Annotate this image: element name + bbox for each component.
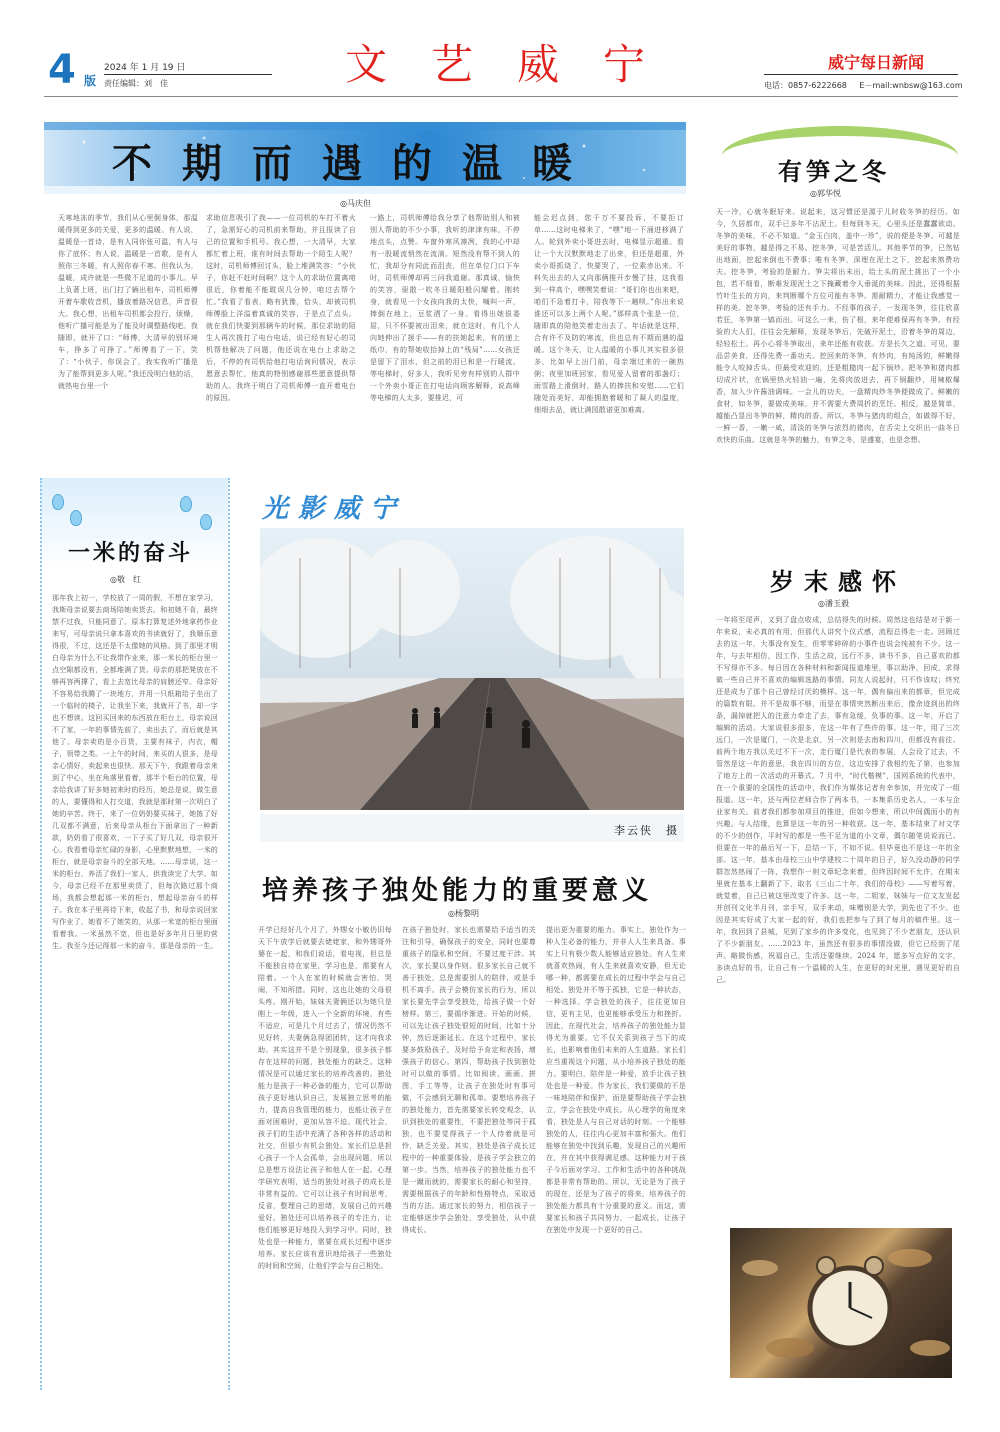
independence-article-col3: 提出更为重要的能力。事实上，独处作为一种人生必备的能力，并非人人生来具备。事实上只有极少数人能够适应独处。有人生来就喜欢热闹，有人生来就喜欢安静，但无论哪一种，都需要在成长的过程中学会与自己相处。独处并不等于孤独，它是一种状态，一种选择。学会独处的孩子，往往更加自信，更有主见，也更能够承受压力和挫折。因此，在现代社会，培养孩子的独处能力显得尤为重要。它不仅关系到孩子当下的成长，也影响着他们未来的人生道路。家长们应当重视这个问题，从小培养孩子独处的能力。要明白，陪伴是一种爱，放手让孩子独处也是一种爱。作为家长，我们要做的不是一味地陪伴和保护，而是要帮助孩子学会独立，学会在独处中成长。从心理学的角度来看，独处是人与自己对话的时刻。一个能够独处的人，往往内心更加丰富和强大。他们能够在独处中找到乐趣，发现自己的兴趣所在，并在其中获得满足感。这种能力对于孩子今后面对学习、工作和生活中的各种挑战都是非常有帮助的。所以，无论是为了孩子的现在，还是为了孩子的将来，培养孩子的独处能力都具有十分重要的意义。而这，需要家长和孩子共同努力，一起成长，让孩子在独处中发现一个更好的自己。 xyxy=(546,926,686,1234)
independence-article-col2: 在孩子独处时，家长也需要给予适当的关注和引导，确保孩子的安全，同时也要尊重孩子的隐私和空间，不要过度干涉。其次，家长要以身作则。很多家长自己就不善于独处，总是需要别人的陪伴，或是手机不离手。孩子会模仿家长的行为，所以家长要先学会享受独处，给孩子做一个好榜样。第三，要循序渐进。开始的时候，可以先让孩子独处很短的时间，比如十分钟，然后逐渐延长。在这个过程中，家长要多鼓励孩子，及时给予肯定和表扬，增强孩子的信心。第四，帮助孩子找到独处时可以做的事情。比如阅读，画画，拼图，手工等等，让孩子在独处时有事可做，不会感到无聊和孤单。要想培养孩子的独处能力，首先需要家长转变观念，认识到独处的重要性，不要把独处等同于孤独，也不要觉得孩子一个人待着就是可怜，缺乏关爱。其实，独处是孩子成长过程中的一种重要体验，是孩子学会独立的第一步。当然，培养孩子的独处能力也不是一蹴而就的，需要家长的耐心和坚持，需要根据孩子的年龄和性格特点，采取适当的方法。通过家长的努力，相信孩子一定能够逐步学会独处，享受独处，从中获得成长。 xyxy=(402,926,536,1234)
main-article-col3: 一路上，司机师傅给我分享了他帮助别人和被别人帮助的不少小事，我听的津津有味，不停地点头，点赞。车窗外寒风凛冽，我的心中却有一股暖流悄然在流淌。短然没有帮不到人的忙，我却分有同此而沮丧，但在单位门口下车时，司机师傅却再三问我道谢。那真诚，愉快的笑容，驱散一吹冬日暖阳般闪耀着。刚转身，就看见一个女孩向我的太快，喊叫一声，捧倒在地上，豆浆洒了一身。看得出她很委屈，只不怀要被出泪来，就在这时，有几个人向她伸出了援手——有的扶她起来，有的递上纸巾，有的帮她收拾掉上的“残局”……女孩还是留下了泪水，但之前的泪已和是一行暖流。等电梯时，好多人，我听见旁有样别的人群中一个外卖小哥正在打电话向顾客解释，说高峰等电梯的人太多，要推迟，可 xyxy=(370,214,520,402)
contact-info xyxy=(764,80,963,91)
bulb-icon xyxy=(200,514,212,530)
masthead: 文艺威宁 xyxy=(345,40,690,89)
clock-leaves-photo xyxy=(730,1228,952,1378)
header-divider xyxy=(44,96,958,97)
main-article-col1: 天寒地冻的季节，我们从心里倒身体，那温暖得到更多的关爱，更多的温暖。有人说，温暖是一首诗，是有人同你张可温，有人与你了底怀；有人说，温暖是一首歌，是有人照你三冬暖，有人照你春不寒。但我认为，温暖，成许就是一些微不足道的小事儿。早上负著上班，出门打了辆出租车，司机师傅开着车歌收音机，播放着路况信息，声音很大。我心想，出租车司机都会投行，烦燥，他听广播可能是为了能及时调整路线吧。我随即，就开了口：“师傅，大清早的别环境车，挣多了可挣了。”师傅看了一下，笑了：“小伙子，你误会了，我实我听广播是为了能帮到更多人呢。”我还没明白他的话，就热电台里一个 xyxy=(58,214,198,390)
one-meter-article-title: 一米的奋斗 xyxy=(68,540,194,566)
header-rule-left xyxy=(104,74,272,75)
issue-date: 2024 年 1 月 19 日 xyxy=(104,63,186,73)
page-suffix: 版 xyxy=(84,74,97,88)
independence-article-title: 培养孩子独处能力的重要意义 xyxy=(262,876,653,906)
photo-section-label: 光影威宁 xyxy=(262,494,407,524)
bamboo-article-body: 天一冷，心就冬眠好来。说起来，这习惯还是源于儿时收冬笋的经历。如今，久居都市，双手已多年不沾泥土。但每到冬天，心里头还是蠢蠢欲动。冬笋的美味，不必不知道。“金玉白肉，盖中一珍”，说的便是冬笋。可越是美好的事物，越是得之不易。挖冬笋，可是苦活儿。其他季节的笋，已然钻出地面，挖起来倒也不费事；唯有冬笋，深埋在泥土之下，挖起来煞费功夫。挖冬笋，考验的是耐力。笋尖将出未出，给土头的泥土挑出了一个小包，若不细看，断难发现泥土之下掩藏着令人垂涎的美味。因此，还得根据竹叶生长的方向，来判断哪个方位可能有冬笋。需耐精力，才能让我感觉一样的美。挖冬笋，考验的还有手力。不经事的孩子，一发现冬笋，往往欣喜若狂，冬笋第一镐而出。可这么一来，伤了根，来年便难保再有冬笋。有经验的大人们，往往会先解释，发现冬笋后，先破开泥土，沿着冬笋的周边，轻轻松土。再小心将冬笋取出，来年还能有收获。方是长久之道。可见，要品尝美食，还得先费一番功夫。挖回来的冬笋，有炒肉，有炖汤的，鲜嫩得能令人咬掉舌头。但最受欢迎的，还是粗糙肉一起下锅炒。把冬笋和猪肉都切成片状，在锅里热火轻油一遍，先将肉放进去，再下锅翻炒，用辣椒爆香，加入少许酱油调味。一会儿的功夫，一盘精肉炒冬笋便做成了。鲜嫩的食材，如冬笋，要做成美味，并不需要大费周折的烹饪。相反，越是简单，越能凸显出冬笋的鲜，精肉的香。所以，冬笋与猪肉的组合，如做得不好，一鲜一香，一嫩一咸，清淡的冬笋与浓烈的猪肉，在舌尖上交织出一曲冬日欢快的乐曲。这就是冬笋的魅力，有笋之冬，是盛宴，也是念想。 xyxy=(716,208,960,444)
bulb-icon xyxy=(52,494,64,510)
phone: 电话：0857-6222668 xyxy=(764,81,847,90)
bulb-icon xyxy=(180,496,192,512)
bamboo-article-title: 有笋之冬 xyxy=(778,157,890,186)
bamboo-article-author: ◎郭华悦 xyxy=(810,189,841,198)
year-end-article-body: 一年将至尾声，又到了盘点收成，总结得失的时候。周然这也结是对于新一年来说，未必真的有用，但那代人讲究个仪式感，流程总得走一走。回顾过去的这一年，大事没有发生，但零零碎碎的小事件也说会纯被有不少。这一年，与去年相仿，因工作，生活之故，远行不多，读书不多，自己喜欢的都不写得亦不多。每日因在各种材料和新闻报道堆里，事以助净，回成，求得做一些自己并不喜欢的编辑选路的事情。同友人说起时，只不作该叹；终究还是成为了那个自己曾经讨厌的模样。这一年，偶有偏出来的都章，但完成的篇数有限。并不是故事不够，而是在事情突然断出来后，像余迹到出的终条，漏掉就把人的注意力牵走了去，事有急缓，负事的事。这一年，开启了编辑的活动。大家说很多很多，在这一年有了些许的事。这一年，用了三次远门，一次是厦门，一次是北京，另一次则是去南和四川，但都没有前往。前两个地方我以关过不下一次，走行厦门是代表的参展，人会设了过去，不管然是这一年的意思，我在四川的方位，这边安排了我相约先了第，也参加了地方上的一次活动的开幕式。7 月中，“时代楷模”，国网系统的代表中，在一个重要的全国性的活动中，我们作为媒体记者有幸参加，并完成了一组报道。这一年，还与两位老师合作了两本书，一本集系历史名人，一本与企业家有关。前者我们都参加项目的推进，但如今想来，所以中间偶而小的有兴趣。与人结缘，也算是这一年的另一种收获。这一年，基本结束了对文学的不少的创作，平时写的都是一些不足为道的小文章，偶尔随笔说说而已。但要在一年的最后写一下，总结一下，不如不说。但毕竟也不是这一年的全部。这一年，基本由母校三山中学建校二十周年的日子，好久没动静的同学群忽然热闹了一阵，我想作一则文章纪念来着，但终因时间不允许，在期末里就在基本上翻新了下，取名《三山二十年，我们的母校》——写着写着，就觉着，自己已被这里改变了许多。这一年，二姐家，妹妹与一位文友发起并创刊文化半月刊，亲手写，双手来动，味赠别是大学，到先也了不少。也因是其实好成了大家一起的好，我们也把参与了到了每月的稿件里。这一年，我回到了县城，见到了家乡的许多变化，也见到了不少老朋友，还认识了不少新朋友。……2023 年，虽然还有很多的事情没做，但它已经到了尾声。略微伤感，祝福自己，生活还要继续。2024 年，愿多写点好的文字，多读点好的书，让自己有一个温暖的人生，在更好的时光里，遇见更好的自己。 xyxy=(716,616,960,984)
main-article-title: 不期而遇的温暖 xyxy=(112,140,602,187)
paper-name: 威宁每日新闻 xyxy=(828,53,925,72)
email: E－mail:wnbsw@163.com xyxy=(859,81,963,90)
independence-article-col1: 开学已经好几个月了，外甥女小敏仍旧每天下午放学后就要去姥姥家，和外甥哥外婆在一起，和我们说话，看电视，但总是不能独自待在家里，学习也是，需要有人陪着。一个人在家的时候就会害怕，哭闹，不知所措。同时，这也让她的父母很头疼。刚开始，妹妹夫妻俩还以为她只是刚上一年级，进入一个全新的环境，有些不适应，可是几个月过去了，情况仍然不见好转，夫妻俩急得团团转，这才向我求助。其实这并不是个别现象，很多孩子都存在这样的问题，独处能力的缺乏。这种情况是可以通过家长的培养改善的。独处能力是孩子一种必备的能力，它可以帮助孩子更好地认识自己，发展独立思考的能力，提高自我管理的能力，也能让孩子在面对困难时，更加从容不迫。现代社会，孩子们的生活中充满了各种各样的活动和社交，但很少有机会独处。家长们总是担心孩子一个人会孤单，会出现问题，所以总是想方设法让孩子和他人在一起。心理学研究表明，适当的独处对孩子的成长是非常有益的。它可以让孩子有时间思考，反省，整理自己的思绪，发展自己的兴趣爱好。独处还可以培养孩子的专注力，让他们能够更好地投入到学习中。同时，独处也是一种能力，需要在成长过程中逐步培养。家长应该有意识地给孩子一些独处的时间和空间，让他们学会与自己相处。 xyxy=(258,926,392,1270)
header-rule-right xyxy=(764,74,958,75)
photo-credit: 李云侠 摄 xyxy=(614,824,679,837)
main-article-col4: 能会迟点到，您千万不要投诉，不要拒订单……这时电梯来了，“嘿”地一下涌进移满了人。轮到外卖小哥进去时，电梯显示超重。看让一个大汉默默地走了出来，但还是超重，外卖小哥抓烧了，快要哭了，一位素赤出来。不料失出去的人又向那俩推开步慢了挂，这我看到一样高个，嘿嘿笑着说：“哥们你也出来吧，咱们不急着打卡，陪我等下一趟呗。”你出来说谁还可以多上两个人呢。”那样高个张是一位，随即真的陪他笑着走出去了。年话就是这样，合有许不及防的寒流，但也总有不期而遇的温暖。这个冬天，让人温暖的小事儿其实很多很多，比如早上出门前，母亲端过来的一碗热粥；夜里加班回家，看见爱人留着的那盏灯；雨雪路上滑倒时，路人的捧扶和安慰……它们随处而美好，却能拥抱着暖和了凝人的温度，细细去品，就让满园散诺更加难离。 xyxy=(534,214,684,414)
independence-article-author: ◎杨黎明 xyxy=(448,909,479,918)
year-end-article-title: 岁末感怀 xyxy=(770,567,906,596)
main-article-author: ◎马庆但 xyxy=(340,199,371,208)
one-meter-article-body: 那年我上初一，学校放了一周的假，不想在家学习，我斯母亲说要去商场陪她卖货去。和初她不肯，最终禁不过我，只能同意了。原本打算复述外地拿药作业来写，可母亲说只拿本喜欢的书读就好了，我顺乐意得很，不过，这还是不太像她的风格。到了那里才明白母亲为什么不让我带作业来，那一米长的柜台里一点空隙都没有，全都堆满了货。母亲的那把凳放在不够再容两撑了，看上去宽比母亲的肩膀还窄。母亲好不容易给我腾了一块地方，并用一只纸箱给子坐出了一个临时的椅子，让我坐下来，我就开了书，却一字也不想读。这回买回来的东西放在柜台上，母亲说回不了家，一年的事情先前了，卖出去了，而后就是其他了。母亲卖的是小百货，主要有袜子，内衣，帽子，领带之类。一上午的时间，来买的人很多，是母亲心情好，卖起来也很快。那天下午，我跟着母亲来到了中心，坐在角落里看着，那半个柜台的位置，母亲给我讲了好多她初来时的经历，她总是说，做生意的人，要懂得和人打交道，我就是那时第一次明白了她的辛苦。终于，来了一位奶奶要买袜子，她拣了好几双都不满意，后来母亲从柜台下面拿出了一种新款，奶奶看了很喜欢，一下子买了好几双，母亲很开心。我看着母亲忙碌的身影，心里默默地想，一米的柜台，就是母亲奋斗的全部天地。……母亲说，这一米的柜台，养活了我们一家人，供我读完了大学。如今，母亲已经不在那里卖货了，但每次路过那个商场，我都会想起那一米的柜台，想起母亲奋斗的样子。我在本子里再待下来，收起了书，和母亲说回家写作业了，她看不了她笑的，从那一米宽的柜台里面看着我。一米虽然不宽，但也是好多年月日里的营生。我至今还记得那一米的奋斗，那是母亲的一生。 xyxy=(52,594,218,950)
snow-road-photo xyxy=(260,528,684,810)
page-number: 4 xyxy=(48,47,76,93)
one-meter-article-author: ◎敬 红 xyxy=(110,575,141,584)
year-end-article-author: ◎潘玉毅 xyxy=(818,599,849,608)
snow-road-illustration xyxy=(260,528,684,810)
bulb-icon xyxy=(70,510,82,526)
main-article-col2: 求助信息吸引了我——一位司机的车打不着火了，急需好心的司机前来帮助，并且报读了自己的位置和手机号。我心想，一大清早，大家都忙着上班，谁有时间去帮助一个陌生人呢？这时，司机师傅回讨头，脸上堆满笑容：“小伙子，你赶不赶时间啊？这个人的求助位置离咱很近，你着能不能耽误几分钟，咱过去帮个忙。”我看了看表，略有犹豫，恰头，却被司机师傅脸上洋溢着真诚的笑容，于是点了点头。就在我们快要到那辆车的时候，那位求助的陌生人再次拨打了电台电话，说已经有好心的司机帮他解决了问题，他还说在电台上求助之后，不停的有司机给他打电话询问情况，表示愿意去帮忙，他真的特别感谢那些愿意提供帮助的人。我终于明白了司机师傅一直开着电台的原因。 xyxy=(206,214,356,402)
clock-illustration xyxy=(730,1228,952,1378)
editor-credit: 责任编辑：刘 佳 xyxy=(104,79,168,88)
